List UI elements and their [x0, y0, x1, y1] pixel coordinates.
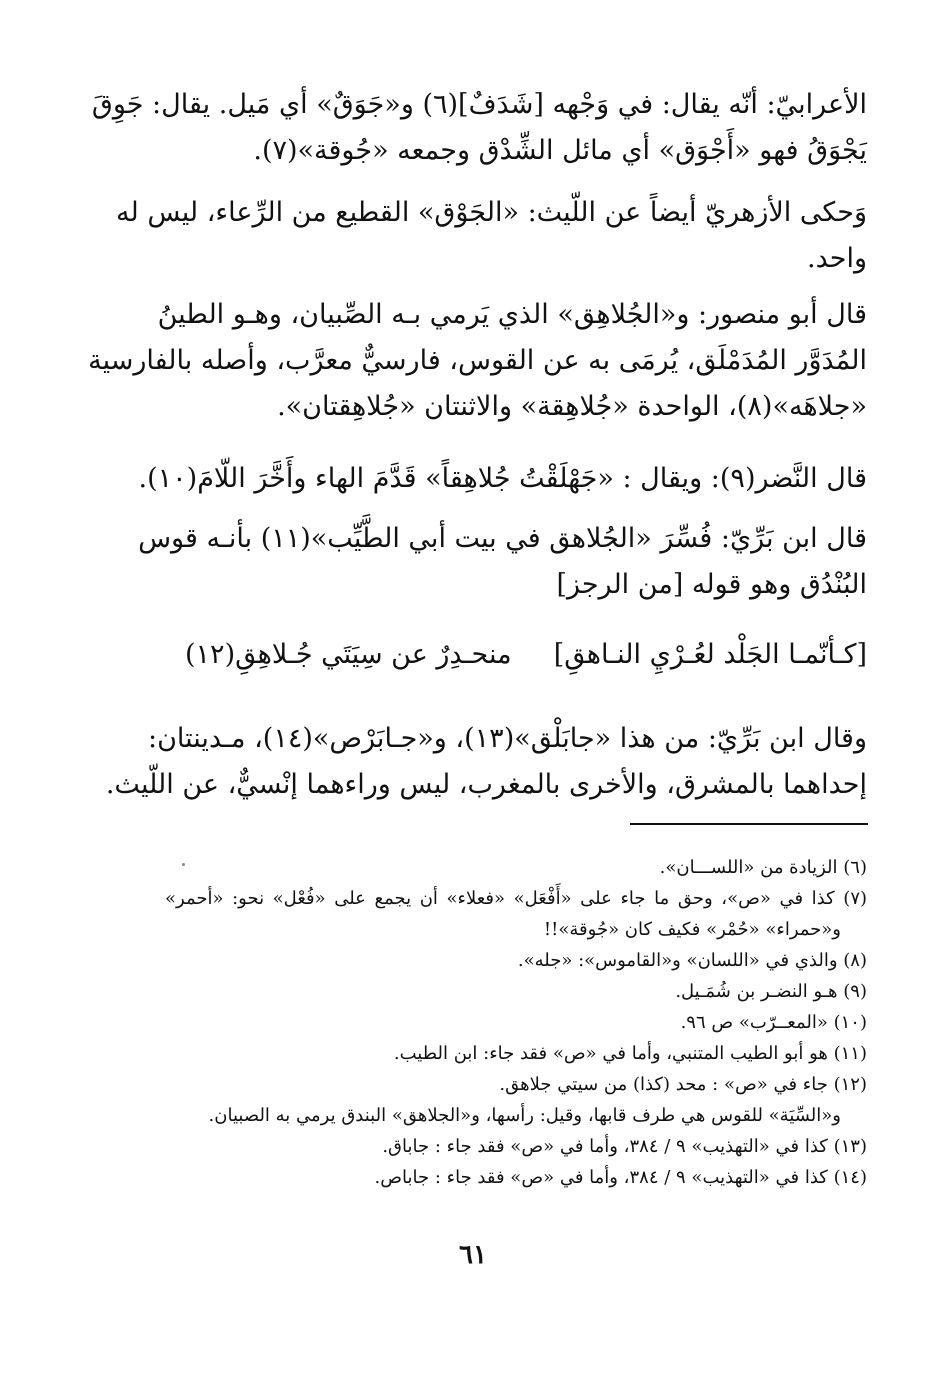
body-line: البُنْدُق وهو قوله [من الرجز]	[556, 569, 867, 600]
body-line: وقال ابن بَرِّيّ: من هذا «جابَلْق»(١٣)، و«جـابَرْص»(١٤)، مـدينتان:	[147, 723, 867, 754]
body-line: قال أبو منصور: و«الجُلاهِق» الذي يَرمي بـه الصِّبيان، وهـو الطينُ	[157, 299, 867, 330]
verse-hemistich-first: [كـأنّمـا الجَلْد لعُـرْيِ النـاهقِ]	[553, 639, 867, 670]
page-number: ٦١	[459, 1240, 487, 1270]
footnote-line: و«حمراء» «حُمْر» فكيف كان «جُوقة»!!	[543, 919, 841, 940]
footnotes	[165, 852, 867, 1193]
body-line: قال ابن بَرِّيّ: فُسِّرَ «الجُلاهق في بيت أبي الطَّيِّب»(١١) بأنـه قوس	[138, 523, 867, 554]
body-line: إحداهما بالمشرق، والأخرى بالمغرب، ليس وراءهما إنْسيٌّ، عن اللّيث.	[105, 769, 867, 800]
footnote-line: (٩) هـو النضـر بن شُمَـيل.	[675, 981, 867, 1002]
body-line: واحد.	[807, 243, 867, 274]
paragraph-6	[105, 716, 867, 808]
paragraph-3	[88, 292, 867, 430]
body-line: «جلاهَه»(٨)، الواحدة «جُلاهِقة» والاثنتان «جُلاهِقتان».	[277, 391, 867, 422]
body-line: يَجْوَقُ فهو «أَجْوَق» أي مائل الشِّدْق وجمعه «جُوقة»(٧).	[253, 135, 867, 166]
paragraph-5	[138, 516, 867, 608]
footnote-line: و«السِّيَة» للقوس هي طرف قابها، وقيل: رأسها، و«الجلاهق» البندق يرمي به الصبيان.	[208, 1105, 841, 1126]
verse-hemistich-second: منحـدِرٌ عن سِيَتَي جُـلاهِقِ(١٢)	[185, 639, 512, 670]
footnote-separator	[630, 823, 868, 825]
footnote-line: (١٤) كذا في «التهذيب» ٩ / ٣٨٤، وأما في «ص» فقد جاء : جاباص.	[374, 1167, 867, 1188]
body-line: قال النَّضر(٩): ويقال : «جَهْلَقْتُ جُلاهِقاً» قَدَّمَ الهاء وأَخَّرَ اللّامَ(١٠).	[138, 463, 867, 494]
paragraph-1	[91, 82, 867, 174]
body-line: المُدَوَّر المُدَمْلَق، يُرمَى به عن القوس، فارسيٌّ معرَّب، وأصله بالفارسية	[88, 345, 867, 376]
footnote-line: (٨) والذي في «اللسان» و«القاموس»: «جله».	[517, 950, 867, 971]
footnote-line: (١٣) كذا في «التهذيب» ٩ / ٣٨٤، وأما في «ص» فقد جاء : جاباق.	[382, 1136, 867, 1157]
footnote-line: (٦) الزيادة من «اللســـان».	[659, 857, 867, 878]
footnote-line: (١٠) «المعــرّب» ص ٩٦.	[680, 1012, 867, 1033]
body-line: وَحكى الأزهريّ أيضاً عن اللّيث: «الجَوْق» القطيع من الرِّعاء، ليس له	[116, 197, 867, 228]
paragraph-4	[138, 456, 867, 502]
footnote-line: (١٢) جاء في «ص» : محد (كذا) من سيتي جلاهق.	[499, 1074, 867, 1095]
body-line: الأعرابيّ: أنّه يقال: في وَجْهه [شَدَفٌ](٦) و«جَوَقٌ» أي مَيل. يقال: جَوِقَ	[91, 89, 867, 120]
paragraph-2	[116, 190, 867, 282]
poem-verse	[165, 630, 867, 680]
footnote-line: (١١) هو أبو الطيب المتنبي، وأما في «ص» فقد جاء: ابن الطيب.	[393, 1043, 867, 1064]
footnote-line: (٧) كذا في «ص»، وحق ما جاء على «أَفْعَل» «فعلاء» أن يجمع على «فُعْل» نحو: «أحمر»	[165, 888, 868, 909]
